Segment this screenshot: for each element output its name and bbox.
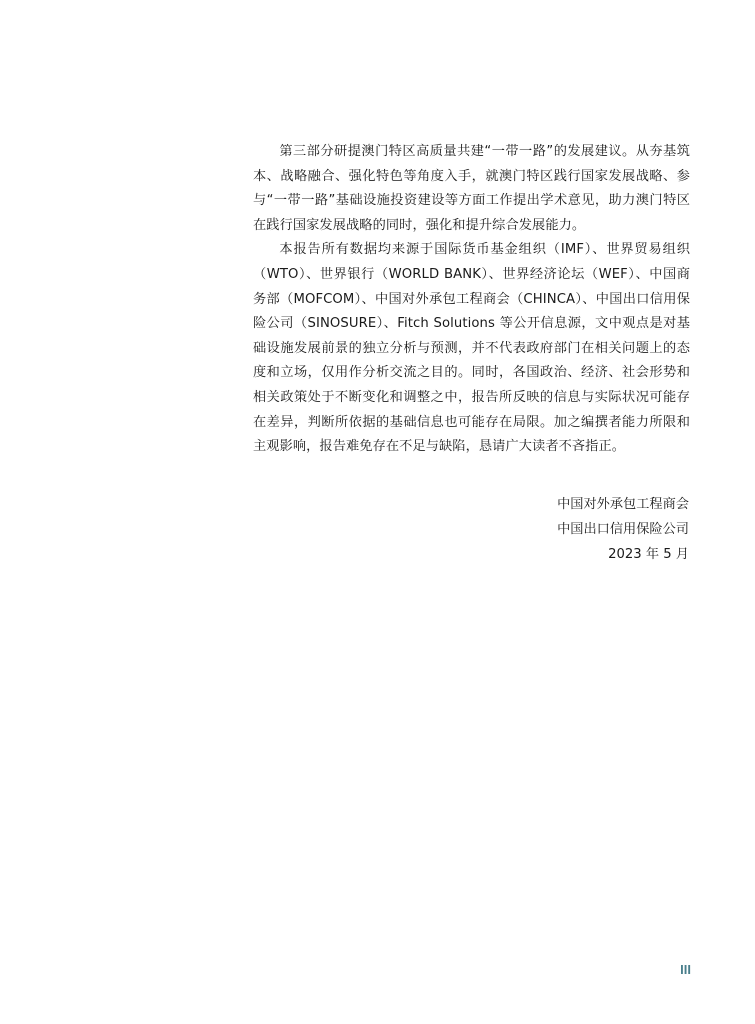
signature-org-sinosure: 中国出口信用保险公司 — [557, 522, 689, 537]
page-number: III — [680, 962, 691, 977]
document-body — [253, 140, 690, 460]
signature-date: 2023 年 5 月 — [608, 547, 689, 562]
signature-org-chinca: 中国对外承包工程商会 — [557, 497, 689, 512]
paragraph-recommendations: 第三部分研提澳门特区高质量共建“一带一路”的发展建议。从夯基筑本、战略融合、强化特色等角度入手，就澳门特区践行国家发展战略、参与“一带一路”基础设施投资建设等方面工作提出学术意见，助力澳门特区在践行国家发展战略的同时，强化和提升综合发展能力。 — [253, 144, 690, 233]
signature-block — [557, 492, 689, 567]
paragraph-data-sources: 本报告所有数据均来源于国际货币基金组织（IMF）、世界贸易组织（WTO）、世界银行（WORLD BANK）、世界经济论坛（WEF）、中国商务部（MOFCOM）、中国对外承包工程商会（CHINCA）、中国出口信用保险公司（SINOSURE）、Fitch Solutions 等公开信息源，文中观点是对基础设施发展前景的独立分析与预测，并不代表政府部门在相关问题上的态度和立场，仅用作分析交流之目的。同时，各国政治、经济、社会形势和相关政策处于不断变化和调整之中，报告所反映的信息与实际状况可能存在差异，判断所依据的基础信息也可能存在局限。加之编撰者能力所限和主观影响，报告难免存在不足与缺陷，恳请广大读者不吝指正。 — [253, 242, 690, 455]
